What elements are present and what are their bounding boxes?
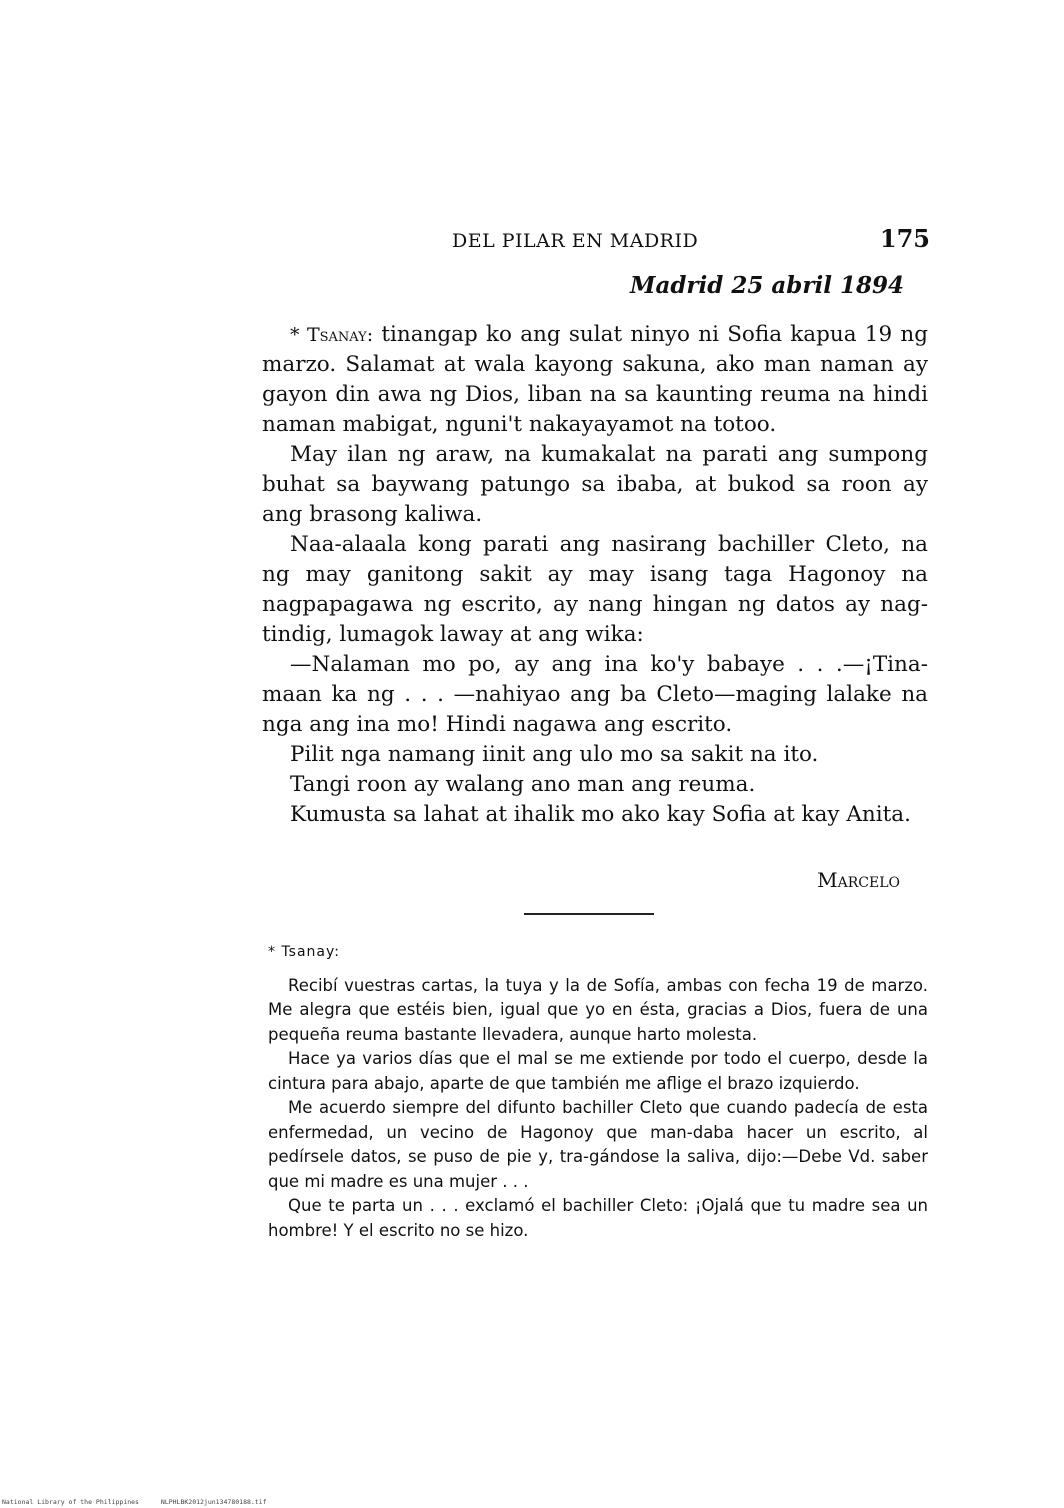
footnote <box>268 940 928 1243</box>
footnote-paragraph: Que te parta un . . . exclamó el bachiller Cleto: ¡Ojalá que tu madre sea un hombre! Y el escrito no se hizo. <box>268 1196 928 1240</box>
running-title: DEL PILAR EN MADRID <box>452 230 699 252</box>
letter-paragraph: May ilan ng araw, na kumakalat na parati ang sumpong buhat sa baywang patungo sa ibaba, at bukod sa roon ay ang brasong kaliwa. <box>262 442 928 527</box>
footer-institution: National Library of the Philippines <box>2 1498 139 1506</box>
letter-paragraph: Naa-alaala kong parati ang nasirang bachiller Cleto, na ng may ganitong sakit ay may isang taga Hagonoy na nagpapagawa ng escrito, ay nang hingan ng datos ay nag-tindig, lumagok laway at ang wika: <box>262 532 928 647</box>
letter-signature: Marcelo <box>817 868 900 892</box>
footnote-paragraph: Me acuerdo siempre del difunto bachiller Cleto que cuando padecía de esta enfermedad, un vecino de Hagonoy que man-daba hacer un escrito, al pedírsele datos, se puso de pie y, tra-gándose la saliva, dijo:—Debe Vd. saber que mi madre es una mujer . . . <box>268 1098 928 1191</box>
letter-paragraph: Tangi roon ay walang ano man ang reuma. <box>290 772 756 797</box>
footnote-divider <box>524 913 654 915</box>
footnote-label: * Tsanay: <box>268 944 340 960</box>
letter-paragraph: —Nalaman mo po, ay ang ina ko'y babaye . . .—¡Tina-maan ka ng . . . —nahiyao ang ba Cleto—maging lalake na nga ang ina mo! Hindi nagawa ang escrito. <box>262 652 928 737</box>
library-footer <box>2 1498 267 1506</box>
letter-paragraph: Pilit nga namang iinit ang ulo mo sa sakit na ito. <box>290 742 819 767</box>
footnote-paragraph: Recibí vuestras cartas, la tuya y la de Sofía, ambas con fecha 19 de marzo. Me alegra que estéis bien, igual que yo en ésta, gracias a Dios, fuera de una pequeña reuma bastante llevadera, aunque harto molesta. <box>268 975 928 1044</box>
page-number: 175 <box>879 224 930 253</box>
letter-body <box>262 320 928 830</box>
letter-salutation: * Tsanay: <box>290 324 374 346</box>
page-header <box>262 224 930 258</box>
letter-paragraph: Kumusta sa lahat at ihalik mo ako kay Sofia at kay Anita. <box>290 802 911 827</box>
footnote-paragraph: Hace ya varios días que el mal se me extiende por todo el cuerpo, desde la cintura para abajo, aparte de que también me aflige el brazo izquierdo. <box>268 1049 928 1093</box>
footer-code: NLPHLBK2012jun134780188.tif <box>160 1498 267 1506</box>
letter-paragraph: * Tsanay: tinangap ko ang sulat ninyo ni Sofia kapua 19 ng marzo. Salamat at wala kayong sakuna, ako man naman ay gayon din awa ng Dios, liban na sa kaunting reuma na hindi naman mabigat, nguni't nakayayamot na totoo. <box>262 322 928 437</box>
letter-dateline: Madrid 25 abril 1894 <box>629 272 904 299</box>
